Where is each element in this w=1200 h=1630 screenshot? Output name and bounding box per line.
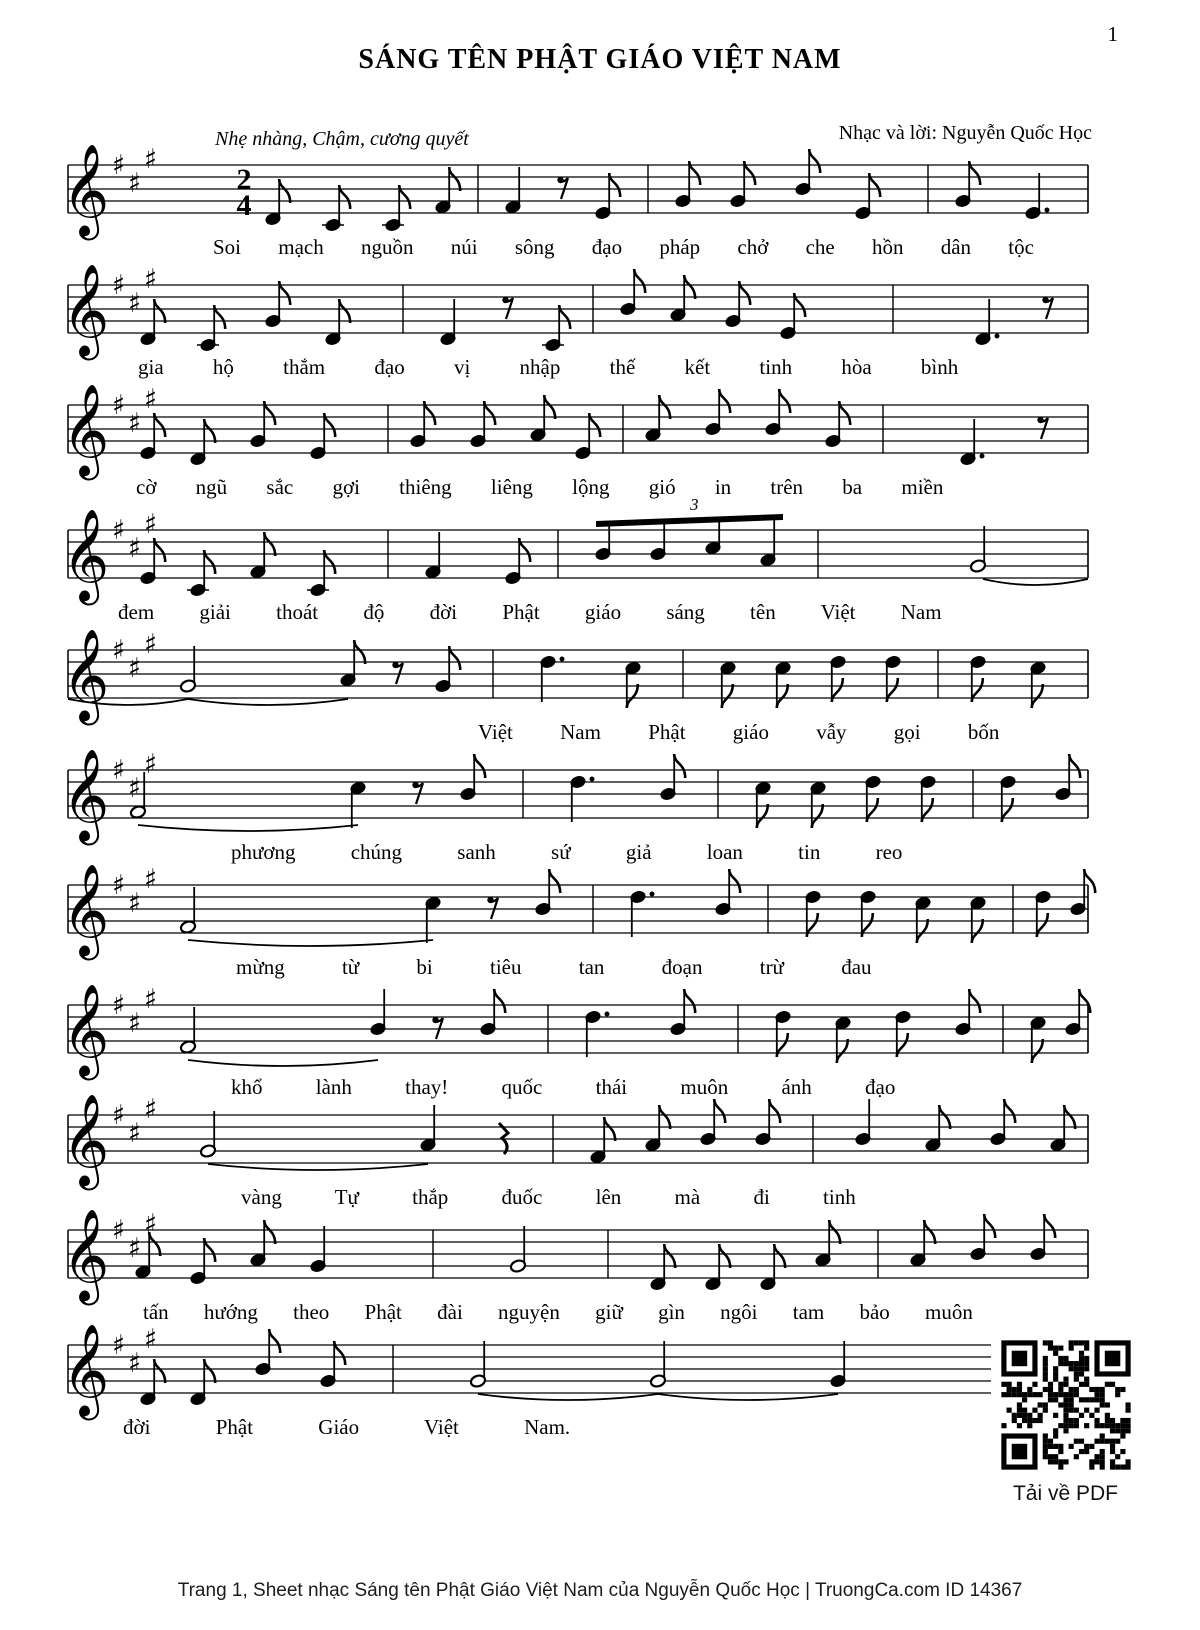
staff-system xyxy=(48,614,1123,734)
sharp-icon: ♯ xyxy=(144,749,158,780)
treble-clef-icon: 𝄞 xyxy=(62,748,110,841)
staff-svg xyxy=(48,369,1123,489)
sharp-icon: ♯ xyxy=(128,653,142,684)
lyrics-line: vàng Tự thắp đuốc lên mà đi tinh xyxy=(241,1185,856,1209)
sharp-icon: ♯ xyxy=(128,408,142,439)
staff-system xyxy=(48,494,1123,614)
sharp-icon: ♯ xyxy=(112,870,126,901)
sharp-icon: ♯ xyxy=(144,384,158,415)
staff-system xyxy=(48,969,1123,1089)
sharp-icon: ♯ xyxy=(144,509,158,540)
sharp-icon: ♯ xyxy=(128,1233,142,1264)
treble-clef-icon: 𝄞 xyxy=(62,1208,110,1301)
staff-system xyxy=(48,1079,1123,1199)
lyrics-line: đời Phật Giáo Việt Nam. xyxy=(123,1415,571,1439)
composer-credit: Nhạc và lời: Nguyễn Quốc Học xyxy=(838,122,1092,144)
staff-svg xyxy=(48,494,1123,614)
sharp-icon: ♯ xyxy=(112,990,126,1021)
staff-svg xyxy=(48,614,1123,734)
staff-system xyxy=(48,129,1123,249)
lyrics-line: cờ ngũ sắc gợi thiêng liêng lộng gió in trên ba miền xyxy=(136,475,944,499)
staff-svg xyxy=(48,734,1123,854)
staff-system xyxy=(48,1309,1123,1429)
treble-clef-icon: 𝄞 xyxy=(62,508,110,601)
page-title: SÁNG TÊN PHẬT GIÁO VIỆT NAM xyxy=(358,44,842,75)
sharp-icon: ♯ xyxy=(144,1209,158,1240)
treble-clef-icon: 𝄞 xyxy=(62,383,110,476)
sharp-icon: ♯ xyxy=(128,1348,142,1379)
sharp-icon: ♯ xyxy=(112,390,126,421)
staff-svg xyxy=(48,249,1123,369)
page-number: 1 xyxy=(1107,22,1118,46)
sharp-icon: ♯ xyxy=(112,1100,126,1131)
sharp-icon: ♯ xyxy=(112,270,126,301)
treble-clef-icon: 𝄞 xyxy=(62,263,110,356)
sharp-icon: ♯ xyxy=(112,150,126,181)
sharp-icon: ♯ xyxy=(112,1215,126,1246)
lyrics-line: gia hộ thắm đạo vị nhập thế kết tinh hòa bình xyxy=(138,355,959,379)
lyrics-line: Soi mạch nguồn núi sông đạo pháp chở che hồn dân tộc xyxy=(213,235,1034,259)
sharp-icon: ♯ xyxy=(112,515,126,546)
staff-system xyxy=(48,849,1123,969)
sharp-icon: ♯ xyxy=(144,1324,158,1355)
lyrics-line: đem giải thoát độ đời Phật giáo sáng tên Việt Nam xyxy=(118,600,942,624)
sharp-icon: ♯ xyxy=(112,1330,126,1361)
staff-svg xyxy=(48,1309,1123,1429)
sharp-icon: ♯ xyxy=(144,629,158,660)
tempo-marking: Nhẹ nhàng, Chậm, cương quyết xyxy=(215,128,469,150)
sharp-icon: ♯ xyxy=(128,1118,142,1149)
treble-clef-icon: 𝄞 xyxy=(62,628,110,721)
staff-system xyxy=(48,1194,1123,1314)
lyrics-line: tấn hướng theo Phật đài nguyện giữ gìn ngôi tam bảo muôn xyxy=(143,1300,973,1324)
footer-text: Trang 1, Sheet nhạc Sáng tên Phật Giáo Việt Nam của Nguyễn Quốc Học | TruongCa.com ID 14367 xyxy=(177,1580,1023,1601)
lyrics-line: khổ lành thay! quốc thái muôn ánh đạo xyxy=(231,1075,896,1099)
sharp-icon: ♯ xyxy=(112,755,126,786)
staff-svg xyxy=(48,1079,1123,1199)
staff-svg xyxy=(48,129,1123,249)
sharp-icon: ♯ xyxy=(128,168,142,199)
sharp-icon: ♯ xyxy=(144,984,158,1015)
treble-clef-icon: 𝄞 xyxy=(62,1323,110,1416)
treble-clef-icon: 𝄞 xyxy=(62,863,110,956)
sharp-icon: ♯ xyxy=(128,888,142,919)
qr-caption: Tải về PDF xyxy=(1012,1482,1119,1505)
staff-svg xyxy=(48,1194,1123,1314)
staff-system xyxy=(48,369,1123,489)
sharp-icon: ♯ xyxy=(144,1094,158,1125)
qr-code xyxy=(991,1330,1141,1480)
staff-svg xyxy=(48,969,1123,1089)
treble-clef-icon: 𝄞 xyxy=(62,143,110,236)
sharp-icon: ♯ xyxy=(128,773,142,804)
triplet-number: 3 xyxy=(690,495,699,514)
time-signature-top: 2 xyxy=(236,163,252,196)
sharp-icon: ♯ xyxy=(128,288,142,319)
time-signature-bottom: 4 xyxy=(236,189,252,222)
qr-block xyxy=(983,1330,1148,1506)
lyrics-line: Việt Nam Phật giáo vẫy gọi bốn xyxy=(478,720,1000,744)
staff-svg xyxy=(48,849,1123,969)
lyrics-line: phương chúng sanh sứ giả loan tin reo xyxy=(231,840,903,864)
staff-system xyxy=(48,734,1123,854)
treble-clef-icon: 𝄞 xyxy=(62,1093,110,1186)
treble-clef-icon: 𝄞 xyxy=(62,983,110,1076)
sharp-icon: ♯ xyxy=(144,144,158,175)
sharp-icon: ♯ xyxy=(128,1008,142,1039)
sharp-icon: ♯ xyxy=(112,635,126,666)
staff-system xyxy=(48,249,1123,369)
sharp-icon: ♯ xyxy=(144,264,158,295)
sharp-icon: ♯ xyxy=(144,864,158,895)
sharp-icon: ♯ xyxy=(128,533,142,564)
lyrics-line: mừng từ bi tiêu tan đoạn trừ đau xyxy=(236,955,872,979)
